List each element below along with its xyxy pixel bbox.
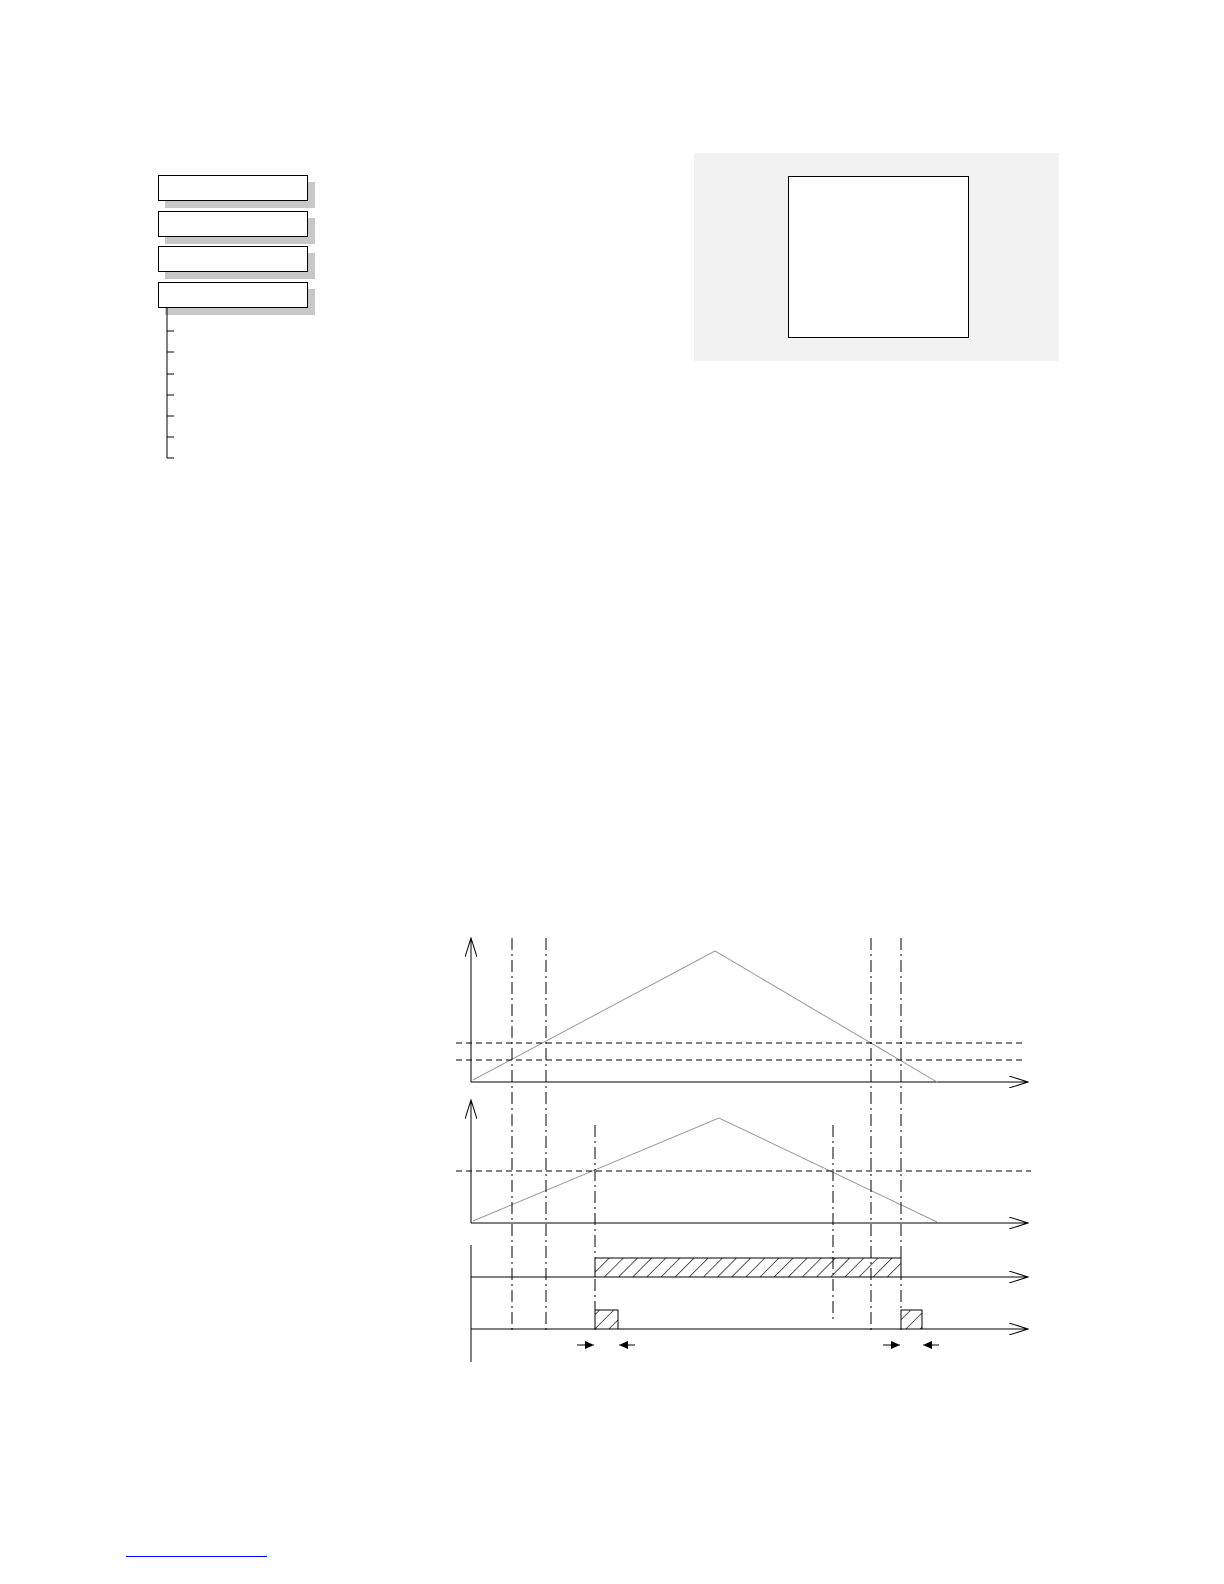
plot1-ramp <box>473 951 937 1082</box>
menu-tree <box>167 308 174 458</box>
output2-pulse-end <box>901 1310 922 1329</box>
timing-diagram <box>456 938 1031 1362</box>
footer-link[interactable] <box>126 1556 267 1557</box>
output2-pulse-start <box>595 1310 618 1329</box>
output1-active-bar <box>595 1258 901 1277</box>
plot2-ramp <box>473 1118 937 1222</box>
